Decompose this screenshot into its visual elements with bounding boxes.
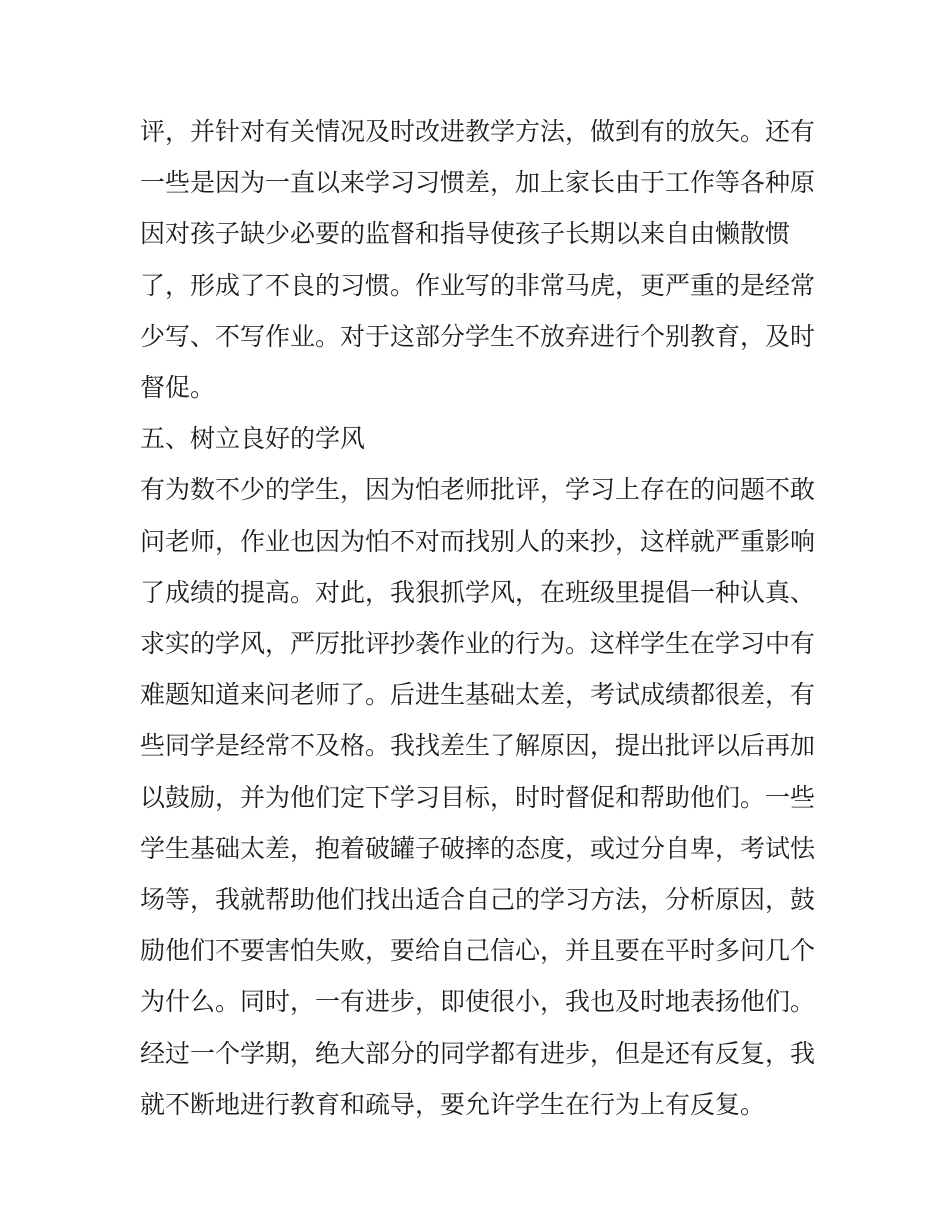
text-line: 以鼓励，并为他们定下学习目标，时时督促和帮助他们。一些 — [140, 782, 816, 812]
body-text — [140, 106, 820, 1130]
text-line: 有为数不少的学生，因为怕老师批评，学习上存在的问题不敢 — [140, 475, 816, 505]
text-line: 学生基础太差，抱着破罐子破摔的态度，或过分自卑，考试怯 — [140, 833, 816, 863]
text-line: 问老师，作业也因为怕不对而找别人的来抄，这样就严重影响 — [140, 526, 816, 556]
section-heading: 五、树立良好的学风 — [140, 424, 366, 454]
text-line: 因对孩子缺少必要的监督和指导使孩子长期以来自由懒散惯 — [140, 219, 791, 249]
text-line: 了，形成了不良的习惯。作业写的非常马虎，更严重的是经常 — [140, 270, 816, 300]
text-line: 难题知道来问老师了。后进生基础太差，考试成绩都很差，有 — [140, 680, 816, 710]
text-line: 了成绩的提高。对此，我狠抓学风，在班级里提倡一种认真、 — [140, 577, 816, 607]
text-line: 督促。 — [140, 373, 216, 403]
text-line: 就不断地进行教育和疏导，要允许学生在行为上有反复。 — [140, 1089, 766, 1119]
text-line: 少写、不写作业。对于这部分学生不放弃进行个别教育，及时 — [140, 321, 816, 351]
text-line: 一些是因为一直以来学习习惯差，加上家长由于工作等各种原 — [140, 168, 816, 198]
text-line: 些同学是经常不及格。我找差生了解原因，提出批评以后再加 — [140, 731, 816, 761]
text-line: 评，并针对有关情况及时改进教学方法，做到有的放矢。还有 — [140, 117, 816, 146]
text-line: 场等，我就帮助他们找出适合自己的学习方法，分析原因，鼓 — [140, 885, 816, 915]
text-line: 为什么。同时，一有进步，即使很小，我也及时地表扬他们。 — [140, 987, 816, 1017]
text-line: 求实的学风，严厉批评抄袭作业的行为。这样学生在学习中有 — [140, 629, 816, 659]
text-line: 励他们不要害怕失败，要给自己信心，并且要在平时多问几个 — [140, 936, 816, 966]
text-line: 经过一个学期，绝大部分的同学都有进步，但是还有反复，我 — [140, 1038, 816, 1068]
